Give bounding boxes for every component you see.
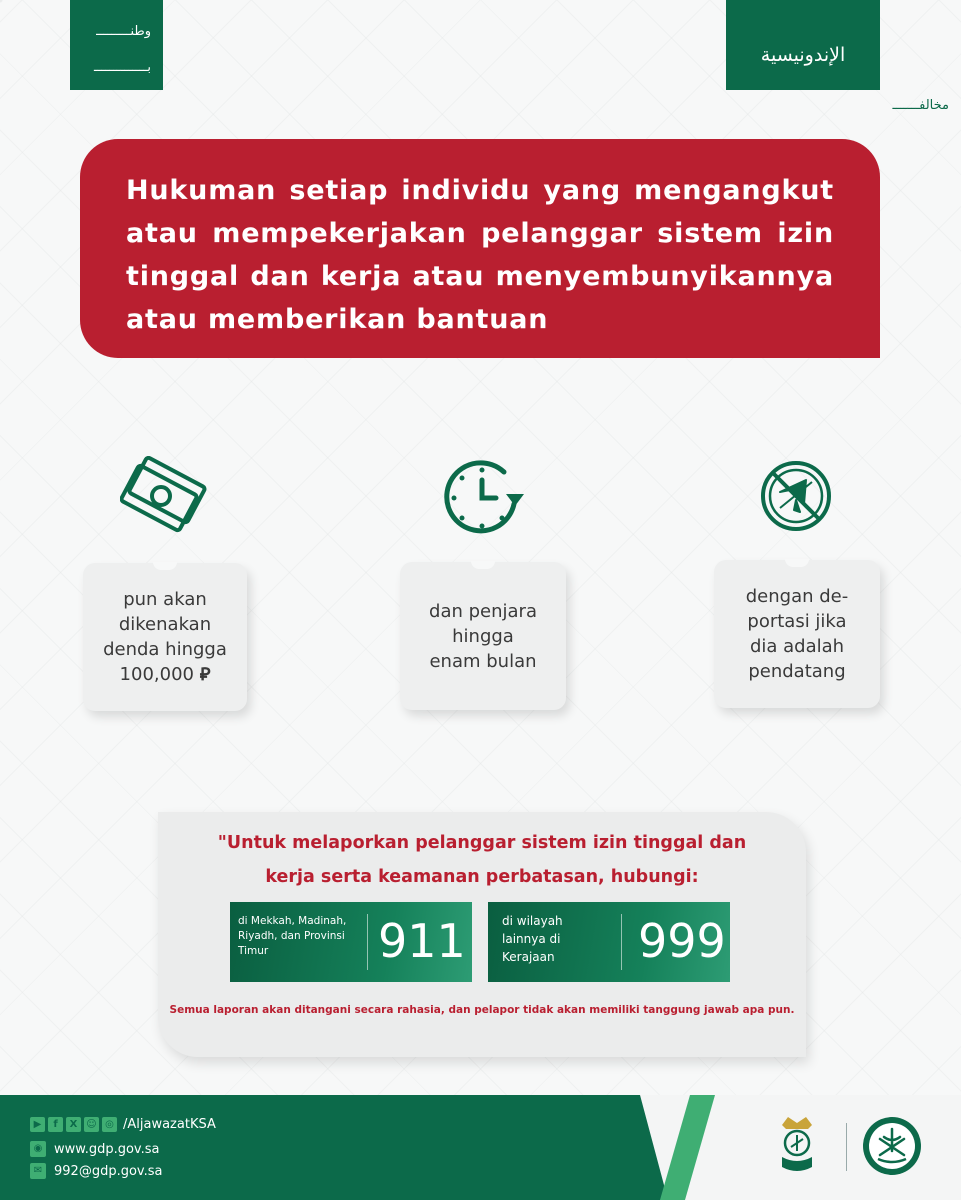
ministry-emblem-icon — [860, 1115, 924, 1177]
instagram-icon[interactable]: ◎ — [102, 1117, 117, 1132]
penalty-prison-card — [400, 562, 566, 710]
website-row — [30, 1141, 160, 1157]
headline-banner — [80, 139, 880, 358]
hotline-999[interactable] — [488, 902, 730, 982]
website-link[interactable]: www.gdp.gov.sa — [54, 1141, 160, 1157]
hotline-911-region: di Mekkah, Madinah, Riyadh, dan Provinsi Timur — [238, 915, 347, 957]
riyal-symbol-icon: ⃁ — [199, 664, 211, 685]
youtube-icon[interactable]: ▶ — [30, 1117, 45, 1132]
email-link[interactable]: 992@gdp.gov.sa — [54, 1163, 163, 1179]
penalty-prison-text: dan penjara hingga enam bulan — [429, 600, 537, 672]
passports-emblem-icon — [774, 1115, 820, 1177]
penalty-deport-card — [714, 560, 880, 708]
language-tag: الإندونيسية — [726, 0, 880, 90]
hotline-999-number: 999 — [638, 914, 726, 968]
report-heading: "Untuk melaporkan pelanggar sistem izin tinggal dan kerja serta keamanan perbatasan, hubungi: — [217, 833, 747, 887]
facebook-icon[interactable]: f — [48, 1117, 63, 1132]
penalty-fine-card — [83, 563, 247, 711]
no-plane-icon — [760, 460, 832, 532]
report-box — [158, 812, 806, 1057]
headline-text: Hukuman setiap individu yang mengangkut atau mempekerjakan pelanggar sistem izin tinggal dan kerja atau menyembunyikannya atau memberikan bantuan — [126, 175, 834, 335]
brand-logo — [70, 0, 163, 90]
money-icon — [120, 456, 212, 540]
penalty-fine-text: pun akan dikenakan denda hingga 100,000 ⃁ — [103, 589, 227, 685]
social-row — [30, 1117, 216, 1132]
clock-icon — [444, 458, 530, 534]
report-footnote: Semua laporan akan ditangani secara rahasia, dan pelapor tidak akan memiliki tanggung jawab apa pun. — [169, 1004, 795, 1016]
snapchat-icon[interactable]: ☺ — [84, 1117, 99, 1132]
hotline-911-number: 911 — [378, 914, 466, 968]
hotline-911[interactable] — [230, 902, 472, 982]
brand-line-2: بــــــــــــــ — [94, 60, 151, 75]
penalty-deport-text: dengan de- portasi jika dia adalah pendatang — [745, 586, 849, 682]
x-icon[interactable]: X — [66, 1117, 81, 1132]
hotline-999-region: di wilayah lainnya di Kerajaan — [502, 914, 563, 964]
brand-line-1: وطنـــــــــ — [96, 24, 151, 39]
mail-icon: ✉ — [30, 1163, 46, 1179]
email-row — [30, 1163, 162, 1179]
brand-line-3: مخالفـــــــ — [892, 98, 949, 113]
social-handle[interactable]: /AljawazatKSA — [123, 1117, 216, 1132]
globe-icon: ◉ — [30, 1141, 46, 1157]
